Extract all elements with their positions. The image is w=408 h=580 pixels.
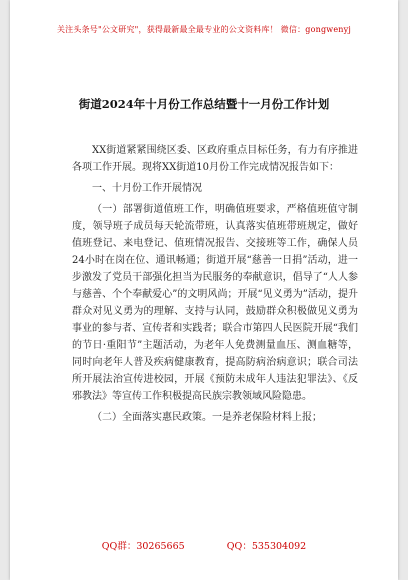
intro-paragraph: XX街道紧紧围绕区委、区政府重点目标任务，有力有序推进各项工作开展。现将XX街道10月份工作完成情况报告如下： [72,145,358,173]
contact-footer [10,538,398,552]
document-page [10,0,398,580]
document-body [72,142,358,430]
qq-group-number: QQ群：30265665 [101,541,185,552]
promo-banner: 关注头条号"公文研究"，获得最新最全最专业的公文资料库！ 微信：gongwenyj [56,25,352,34]
section-heading: 一、十月份工作开展情况 [92,183,202,194]
qq-number: QQ：535304092 [226,541,307,552]
body-paragraph: （二）全面落实惠民政策。一是养老保险材料上报； [92,412,322,423]
body-paragraph: （一）部署街道值班工作，明确值班要求，严格值班值守制度，领导班子成员每天轮流带班，认真落实值班带班规定，做好值班登记、来电登记、值班情况报告、交接班等工作，确保人员24小时在岗在位、通讯畅通；街道开展“慈善一日捐”活动，进一步激发了党员干部强化担当为民服务的奉献意识，倡导了“人人参与慈善、个个奉献爱心”的文明风尚；开展“见义勇为”活动，提升群众对见义勇为的理解、支持与认同，鼓励群众积极做见义勇为事业的参与者、宣传者和实践者；联合市第四人民医院开展“我们的节日·重阳节”主题活动，为老年人免费测量血压、测血糖等，同时向老年人普及疾病健康教育，提高防病治病意识；联合司法所开展法治宣传进校园，开展《预防未成年人违法犯罪法》、《反邪教法》等宣传工作积极提高民族宗教领域风险隐患。 [72,204,358,402]
document-title: 街道2024年十月份工作总结暨十一月份工作计划 [78,97,330,111]
